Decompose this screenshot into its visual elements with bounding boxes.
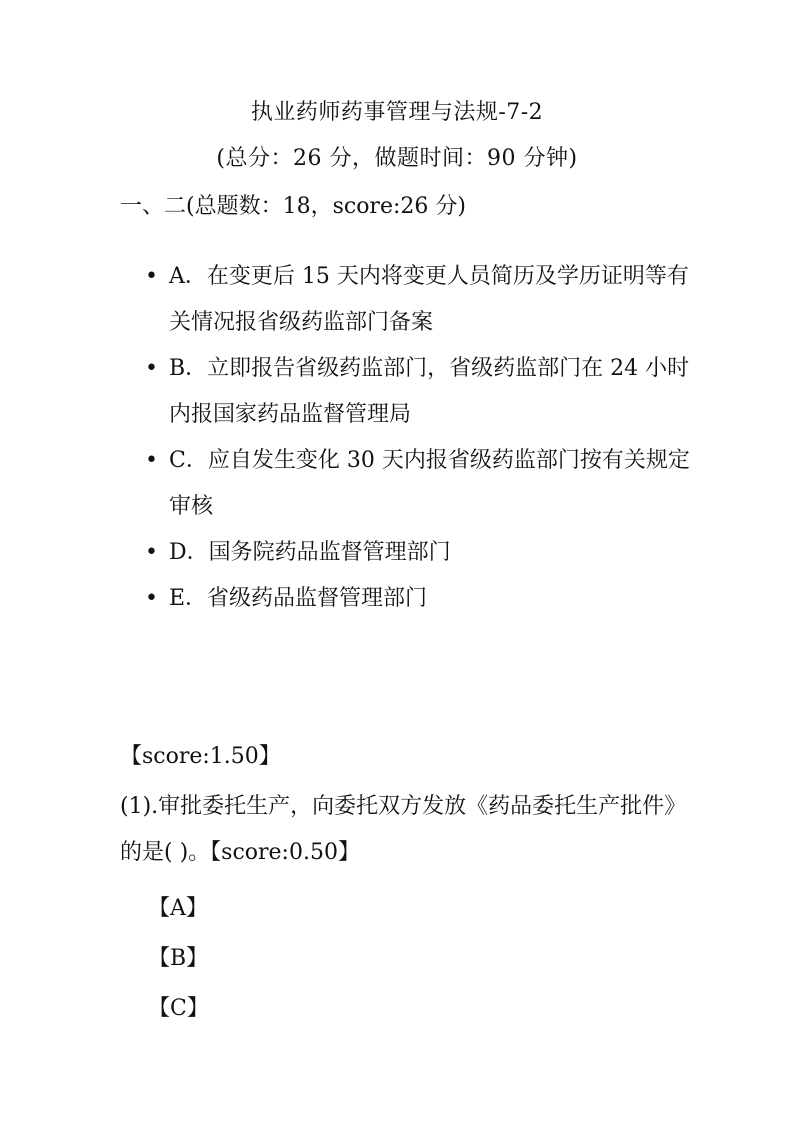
option-d-text: D．国务院药品监督管理部门: [169, 540, 451, 565]
bullet-icon: •: [145, 586, 158, 611]
bullet-icon: •: [145, 264, 158, 289]
option-c: [145, 438, 705, 530]
bullet-icon: •: [145, 540, 158, 565]
answer-c: 【C】: [148, 996, 209, 1021]
score-line: 【score:1.50】: [120, 744, 281, 769]
option-e-text: E．省级药品监督管理部门: [169, 586, 428, 611]
bullet-icon: •: [145, 356, 158, 381]
section-heading: 一、二(总题数：18，score:26 分): [120, 194, 466, 219]
bullet-icon: •: [145, 448, 158, 473]
question-text: (1).审批委托生产，向委托双方发放《药品委托生产批件》的是( )。【score:0.50】: [120, 794, 676, 865]
option-list: [145, 254, 705, 622]
option-c-text: C．应自发生变化 30 天内报省级药监部门按有关规定审核: [169, 448, 690, 519]
option-a-text: A．在变更后 15 天内将变更人员简历及学历证明等有关情况报省级药监部门备案: [169, 264, 689, 335]
option-b: [145, 346, 705, 438]
option-d: [145, 530, 705, 576]
option-a: [145, 254, 705, 346]
option-b-text: B．立即报告省级药监部门，省级药监部门在 24 小时内报国家药品监督管理局: [169, 356, 690, 427]
option-e: [145, 576, 705, 622]
answer-list: [148, 884, 209, 1034]
document-subtitle: (总分：26 分，做题时间：90 分钟): [216, 146, 578, 171]
answer-b: 【B】: [148, 946, 209, 971]
answer-a: 【A】: [148, 896, 208, 921]
document-title: 执业药师药事管理与法规-7-2: [250, 100, 544, 125]
